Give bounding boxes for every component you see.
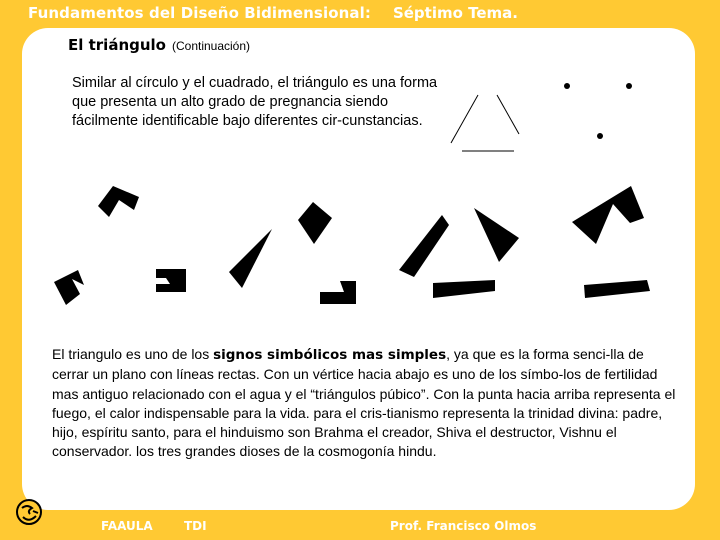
smiley-logo-icon (14, 498, 44, 528)
intro-paragraph: Similar al círculo y el cuadrado, el triángulo es una forma que presenta un alto grado de pregnancia siendo fácilmente identificable bajo diferentes cir-cunstancias. (72, 75, 438, 129)
dot-triangle (564, 83, 632, 139)
gapped-line-triangle (451, 95, 519, 151)
corners-triangle (54, 186, 186, 305)
top-corner-triangle (572, 186, 650, 298)
symbolism-text-start: El triangulo es uno de los (52, 346, 214, 362)
bars-triangle (399, 208, 519, 298)
symbolism-paragraph (52, 345, 684, 462)
footer-professor: Prof. Francisco Olmos (390, 519, 537, 533)
footer-department: TDI (184, 519, 207, 533)
symbolism-highlight: signos simbólicos mas simples (213, 347, 447, 363)
sides-triangle (229, 202, 356, 304)
section-title-main: El triángulo (68, 36, 166, 54)
symbolism-text-rest: , ya que es la forma senci-lla de cerrar un plano con líneas rectas. Con un vértice hacia abajo es uno de los símbo-los de fertilidad mas antiguo relacionado con el agua y el “triángulos púbico”. Con la punta hacia arriba representa el fuego, el calor indispensable para la vida. para el cris-tianismo representa la trinidad divina: padre, hijo, espíritu santo, para el hinduismo son Brahma el creador, Shiva el destructor, Vishnu el conservador. los tres grandes dioses de la cosmogonía hindu. (52, 346, 676, 460)
section-title-sub: (Continuación) (171, 39, 251, 53)
course-title: Fundamentos del Diseño Bidimensional: (28, 4, 371, 22)
topic-title: Séptimo Tema. (392, 4, 518, 22)
footer-school: FAAULA (101, 519, 153, 533)
